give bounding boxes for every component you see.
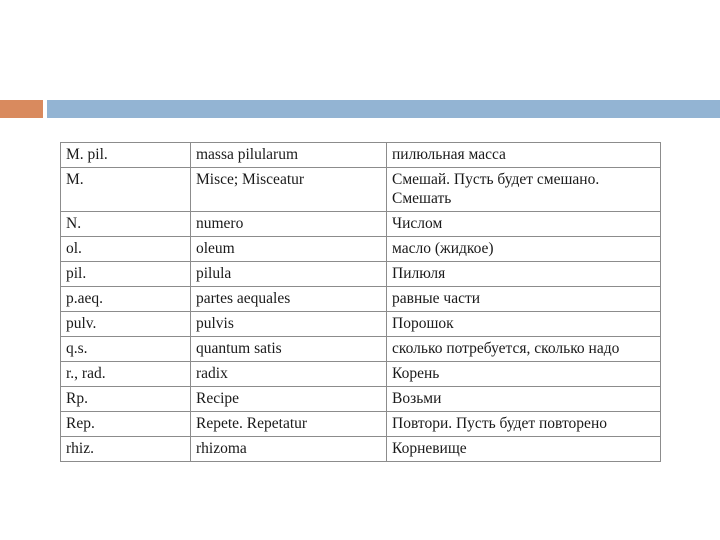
table-row [61, 312, 661, 337]
translation-cell: равные части [387, 287, 661, 312]
table-row [61, 387, 661, 412]
abbreviation-cell: Rep. [61, 412, 191, 437]
abbreviation-cell: M. pil. [61, 143, 191, 168]
translation-cell: Порошок [387, 312, 661, 337]
translation-cell: Смешай. Пусть будет смешано. Смешать [387, 168, 661, 212]
table-row [61, 237, 661, 262]
latin-cell: rhizoma [191, 437, 387, 462]
latin-cell: radix [191, 362, 387, 387]
abbreviation-cell: q.s. [61, 337, 191, 362]
abbreviation-cell: pulv. [61, 312, 191, 337]
latin-cell: oleum [191, 237, 387, 262]
translation-cell: Возьми [387, 387, 661, 412]
abbreviation-cell: r., rad. [61, 362, 191, 387]
abbreviation-cell: rhiz. [61, 437, 191, 462]
table-row [61, 143, 661, 168]
table-row [61, 168, 661, 212]
table-row [61, 362, 661, 387]
table-row [61, 287, 661, 312]
abbreviation-cell: N. [61, 212, 191, 237]
translation-cell: масло (жидкое) [387, 237, 661, 262]
translation-cell: сколько потребуется, сколько надо [387, 337, 661, 362]
abbreviation-cell: pil. [61, 262, 191, 287]
translation-cell: пилюльная масса [387, 143, 661, 168]
abbreviation-table [60, 142, 661, 462]
table-row [61, 337, 661, 362]
abbreviation-cell: p.aeq. [61, 287, 191, 312]
translation-cell: Пилюля [387, 262, 661, 287]
accent-bar-orange [0, 100, 43, 118]
table-row [61, 212, 661, 237]
abbreviation-cell: M. [61, 168, 191, 212]
abbreviation-cell: ol. [61, 237, 191, 262]
translation-cell: Корень [387, 362, 661, 387]
abbreviation-cell: Rp. [61, 387, 191, 412]
latin-cell: Repete. Repetatur [191, 412, 387, 437]
translation-cell: Повтори. Пусть будет повторено [387, 412, 661, 437]
latin-cell: Misce; Misceatur [191, 168, 387, 212]
latin-cell: quantum satis [191, 337, 387, 362]
translation-cell: Корневище [387, 437, 661, 462]
latin-cell: pilula [191, 262, 387, 287]
latin-cell: partes aequales [191, 287, 387, 312]
accent-bar-blue [47, 100, 720, 118]
latin-cell: pulvis [191, 312, 387, 337]
latin-cell: massa pilularum [191, 143, 387, 168]
latin-cell: Recipe [191, 387, 387, 412]
table-row [61, 262, 661, 287]
translation-cell: Числом [387, 212, 661, 237]
table-row [61, 437, 661, 462]
latin-cell: numero [191, 212, 387, 237]
table-row [61, 412, 661, 437]
